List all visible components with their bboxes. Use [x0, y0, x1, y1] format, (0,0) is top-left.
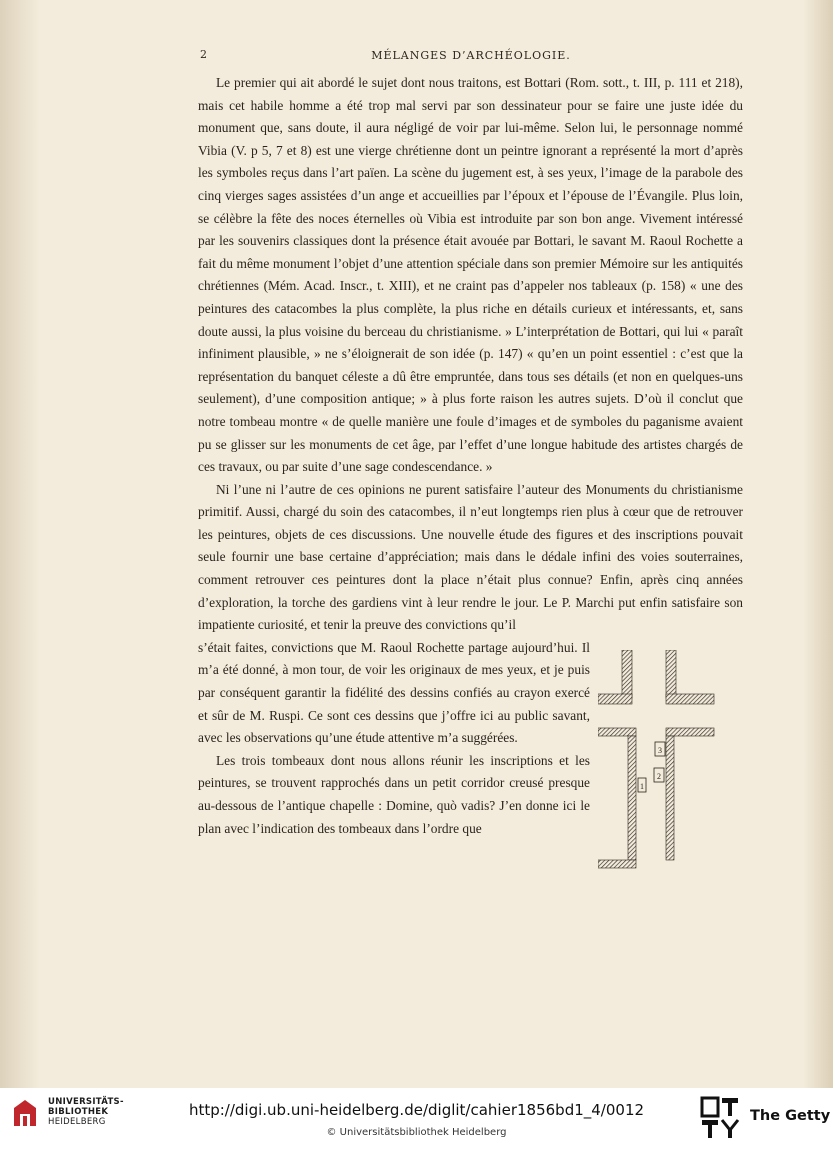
permalink-url[interactable]: http://digi.ub.uni-heidelberg.de/diglit/cahier1856bd1_4/0012: [188, 1101, 645, 1119]
viewer-footer: [0, 1088, 833, 1149]
paragraph: Ni l’une ni l’autre de ces opinions ne purent satisfaire l’auteur des Monuments du christianisme primitif. Aussi, chargé du soin des catacombes, il n’eut longtemps rien plus à cœur que de retrouver les peintures, objets de ces discussions. Une nouvelle étude des figures et des inscriptions pouvait seule fournir une base certaine d’appréciation; mais dans le dédale infini des voies souterraines, comment retrouver ces peintures dont la place n’était plus connue? Enfin, après cinq années d’exploration, la torche des gardiens vint à leur rendre le jour. Le P. Marchi put enfin satisfaire son impatiente curiosité, et tenir la preuve des convictions qu’il: [198, 481, 743, 633]
running-title: MÉLANGES D’ARCHÉOLOGIE.: [371, 49, 571, 62]
page-number: 2: [200, 48, 208, 61]
library-name: UNIVERSITÄTS- BIBLIOTHEK HEIDELBERG: [48, 1097, 124, 1127]
plan-walls: [598, 650, 714, 868]
getty-logo-icon: [700, 1096, 740, 1140]
tomb-label-3: 3: [658, 746, 662, 755]
tomb-label-1: 1: [640, 782, 644, 791]
tomb-markers: [638, 742, 665, 792]
tomb-label-2: 2: [657, 772, 661, 781]
corridor-plan-figure: [598, 650, 720, 880]
getty-label: The Getty: [750, 1108, 831, 1124]
paragraph: Les trois tombeaux dont nous allons réunir les inscriptions et les peintures, se trouvent rapprochés dans un petit corridor creusé presque au-dessous de l’antique chapelle : Domine, quò vadis? J’en donne ici le plan avec l’indication des tombeaux dans l’ordre que: [198, 752, 590, 836]
paragraph: s’était faites, convictions que M. Raoul Rochette partage aujourd’hui. Il m’a été donné, à mon tour, de voir les originaux de mes yeux, et je puis par conséquent garantir la fidélité des dessins confiés au crayon exercé et sûr de M. Ruspi. Ce sont ces dessins que j’offre ici au public savant, avec les observations qu’une étude attentive m’a suggérées.: [198, 639, 590, 746]
running-header: [200, 48, 742, 68]
paragraph: Le premier qui ait abordé le sujet dont nous traitons, est Bottari (Rom. sott., t. III, p. 111 et 218), mais cet habile homme a été trop mal servi par son dessinateur pour se faire une juste idée du monument que, sans doute, il aura négligé de voir par lui-même. Selon lui, le personnage nommé Vibia (V. p 5, 7 et 8) est une vierge chrétienne dont un peintre ignorant a représenté la mort d’après les symboles reçus dans l’art païen. La scène du jugement est, à ses yeux, l’image de la parabole des cinq vierges sages assistées d’un ange et accueillies par l’époux et l’épouse de l’Évangile. Plus loin, se célèbre la fête des noces éternelles où Vibia est introduite par son bon ange. Vivement intéressé par les souvenirs classiques dont la présence était avouée par Bottari, le savant M. Raoul Rochette a fait du même monument l’objet d’une attention spéciale dans son premier Mémoire sur les antiquités chrétiennes (Mém. Acad. Inscr., t. XIII), et ne craint pas d’appeler nos tableaux (p. 158) « une des peintures des catacombes la plus complète, la plus riche en détails curieux et intéressants, et, sans doute aussi, la plus voisine du berceau du christianisme. » L’interprétation de Bottari, qui lui « paraît infiniment plausible, » ne s’éloignerait de son idée (p. 147) « qu’en un point essentiel : c’est que la représentation du banquet céleste a dû être empruntée, dans tous ses détails (et non en quelques-uns seulement), d’une composition antique; » à plus forte raison les autres sujets. D’où il conclut que notre tombeau montre « de quelle manière une foule d’images et de symboles du paganisme avaient pu se glisser sur les monuments de cet âge, par l’effet d’une longue habitude des artistes chargés de ces travaux, ou par suite d’une sage condescendance. »: [198, 75, 743, 475]
copyright-notice: © Universitätsbibliothek Heidelberg: [326, 1127, 507, 1138]
